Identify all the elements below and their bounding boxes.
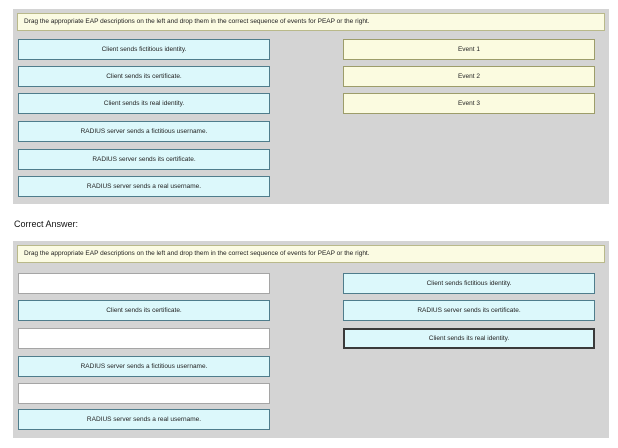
instruction-banner: Drag the appropriate EAP descriptions on the left and drop them in the correct sequence of events for PEAP or the right. [17,245,605,263]
answer-event-3[interactable]: Client sends its real identity. [343,328,595,349]
drop-target-event-3[interactable]: Event 3 [343,93,595,114]
drag-option-radius-fictitious-username[interactable]: RADIUS server sends a fictitious username. [18,121,270,142]
drag-option-radius-certificate[interactable]: RADIUS server sends its certificate. [18,149,270,170]
drag-option-client-real-identity[interactable]: Client sends its real identity. [18,93,270,114]
empty-slot[interactable] [18,273,270,294]
drag-option-client-certificate[interactable]: Client sends its certificate. [18,300,270,321]
answer-event-1[interactable]: Client sends fictitious identity. [343,273,595,294]
answer-event-2[interactable]: RADIUS server sends its certificate. [343,300,595,321]
drag-option-radius-real-username[interactable]: RADIUS server sends a real username. [18,409,270,430]
drag-option-radius-real-username[interactable]: RADIUS server sends a real username. [18,176,270,197]
drop-target-event-2[interactable]: Event 2 [343,66,595,87]
empty-slot[interactable] [18,328,270,349]
drag-option-client-fictitious-identity[interactable]: Client sends fictitious identity. [18,39,270,60]
drag-option-client-certificate[interactable]: Client sends its certificate. [18,66,270,87]
drag-option-radius-fictitious-username[interactable]: RADIUS server sends a fictitious username. [18,356,270,377]
correct-answer-heading: Correct Answer: [14,219,79,229]
empty-slot[interactable] [18,383,270,404]
drop-target-event-1[interactable]: Event 1 [343,39,595,60]
answer-panel [13,241,609,438]
instruction-banner: Drag the appropriate EAP descriptions on the left and drop them in the correct sequence of events for PEAP or the right. [17,13,605,31]
question-panel [13,9,609,204]
